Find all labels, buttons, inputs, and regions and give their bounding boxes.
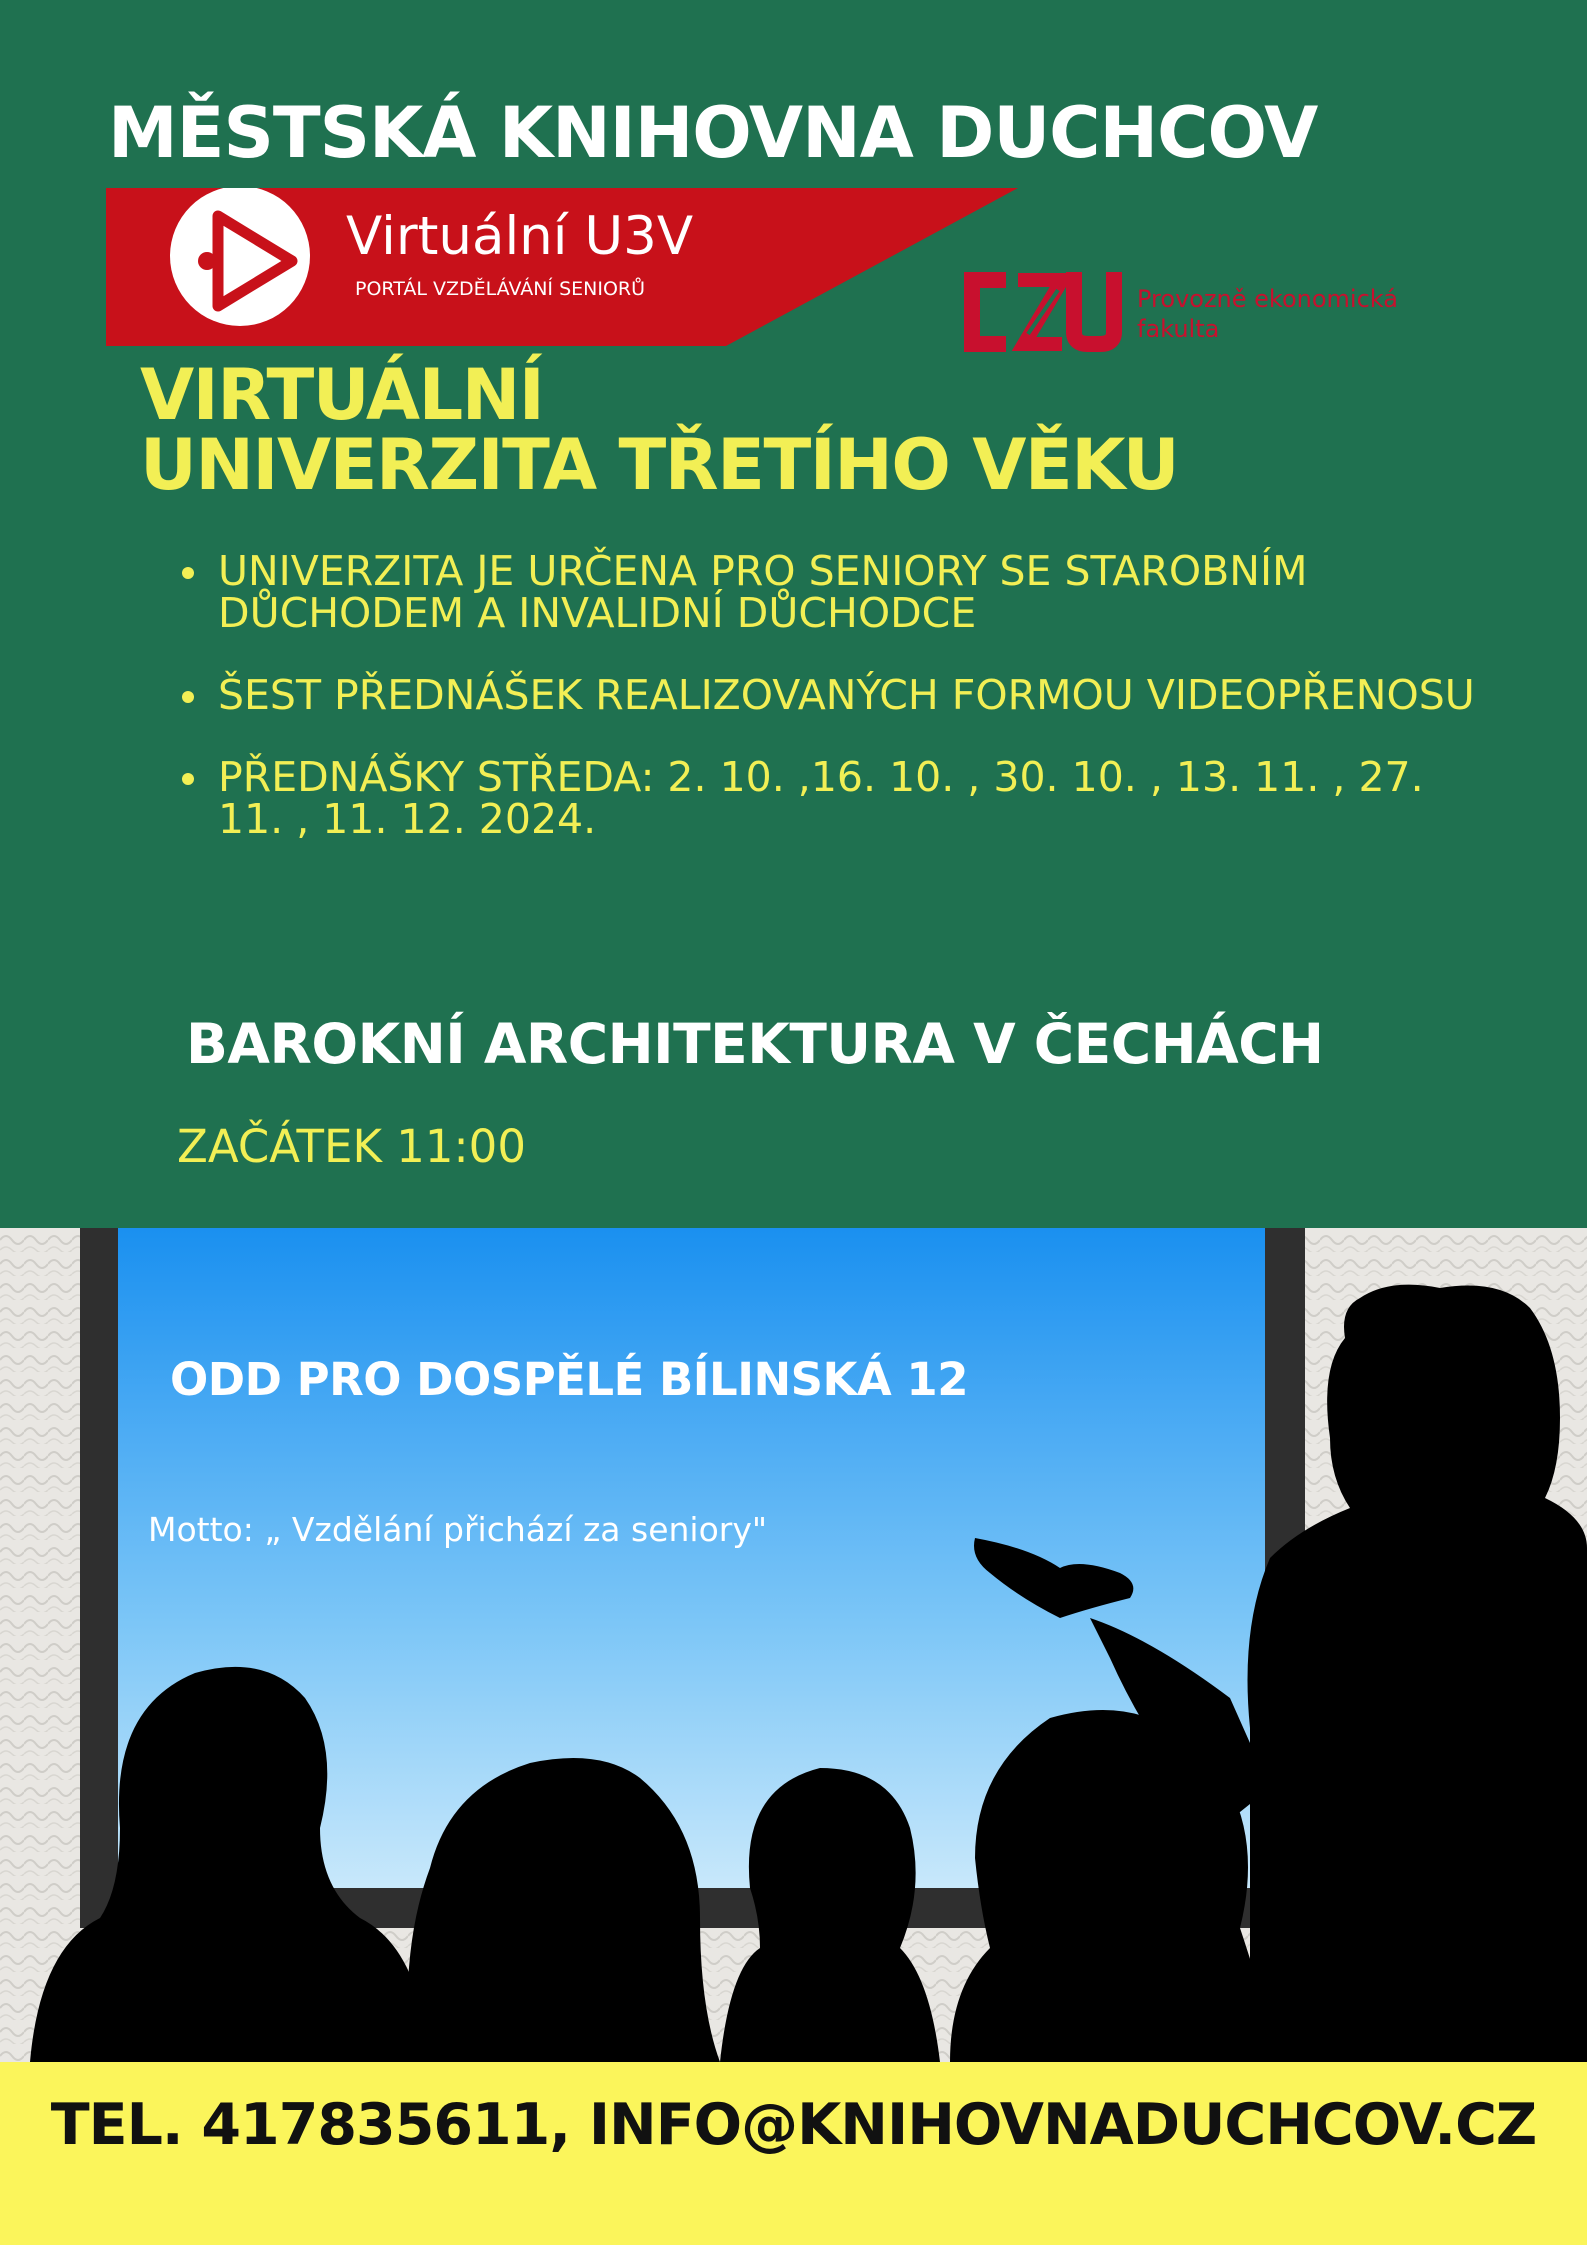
faculty-line-1: Provozně ekonomická (1137, 285, 1398, 313)
faculty-line-2: fakulta (1137, 315, 1220, 343)
info-item-lectures: ŠEST PŘEDNÁŠEK REALIZOVANÝCH FORMOU VIDEOPŘENOSU (218, 674, 1478, 716)
lecture-topic: BAROKNÍ ARCHITEKTURA V ČECHÁCH (186, 1012, 1324, 1076)
u3v-title: Virtuální U3V (346, 206, 694, 267)
u3v-subtitle: PORTÁL VZDĚLÁVÁNÍ SENIORŮ (355, 278, 646, 300)
motto: Motto: „ Vzdělání přichází za seniory" (148, 1510, 768, 1549)
library-name: MĚSTSKÁ KNIHOVNA DUCHCOV (108, 92, 1318, 174)
faculty-name (1137, 284, 1457, 344)
heading-line-1: VIRTUÁLNÍ (140, 354, 544, 436)
contact-info: TEL. 417835611, INFO@KNIHOVNADUCHCOV.CZ (50, 2092, 1537, 2158)
info-list (178, 547, 1478, 880)
heading-line-2: UNIVERZITA TŘETÍHO VĚKU (140, 424, 1179, 506)
venue-address: ODD PRO DOSPĚLÉ BÍLINSKÁ 12 (170, 1353, 969, 1406)
info-item-dates: PŘEDNÁŠKY STŘEDA: 2. 10. ,16. 10. , 30. 10. , 13. 11. , 27. 11. , 11. 12. 2024. (218, 756, 1478, 840)
main-heading (140, 354, 1179, 506)
info-item-eligibility: UNIVERZITA JE URČENA PRO SENIORY SE STAROBNÍM DŮCHODEM A INVALIDNÍ DŮCHODCE (218, 550, 1478, 634)
czu-logo (958, 272, 1128, 352)
start-time: ZAČÁTEK 11:00 (177, 1120, 526, 1173)
